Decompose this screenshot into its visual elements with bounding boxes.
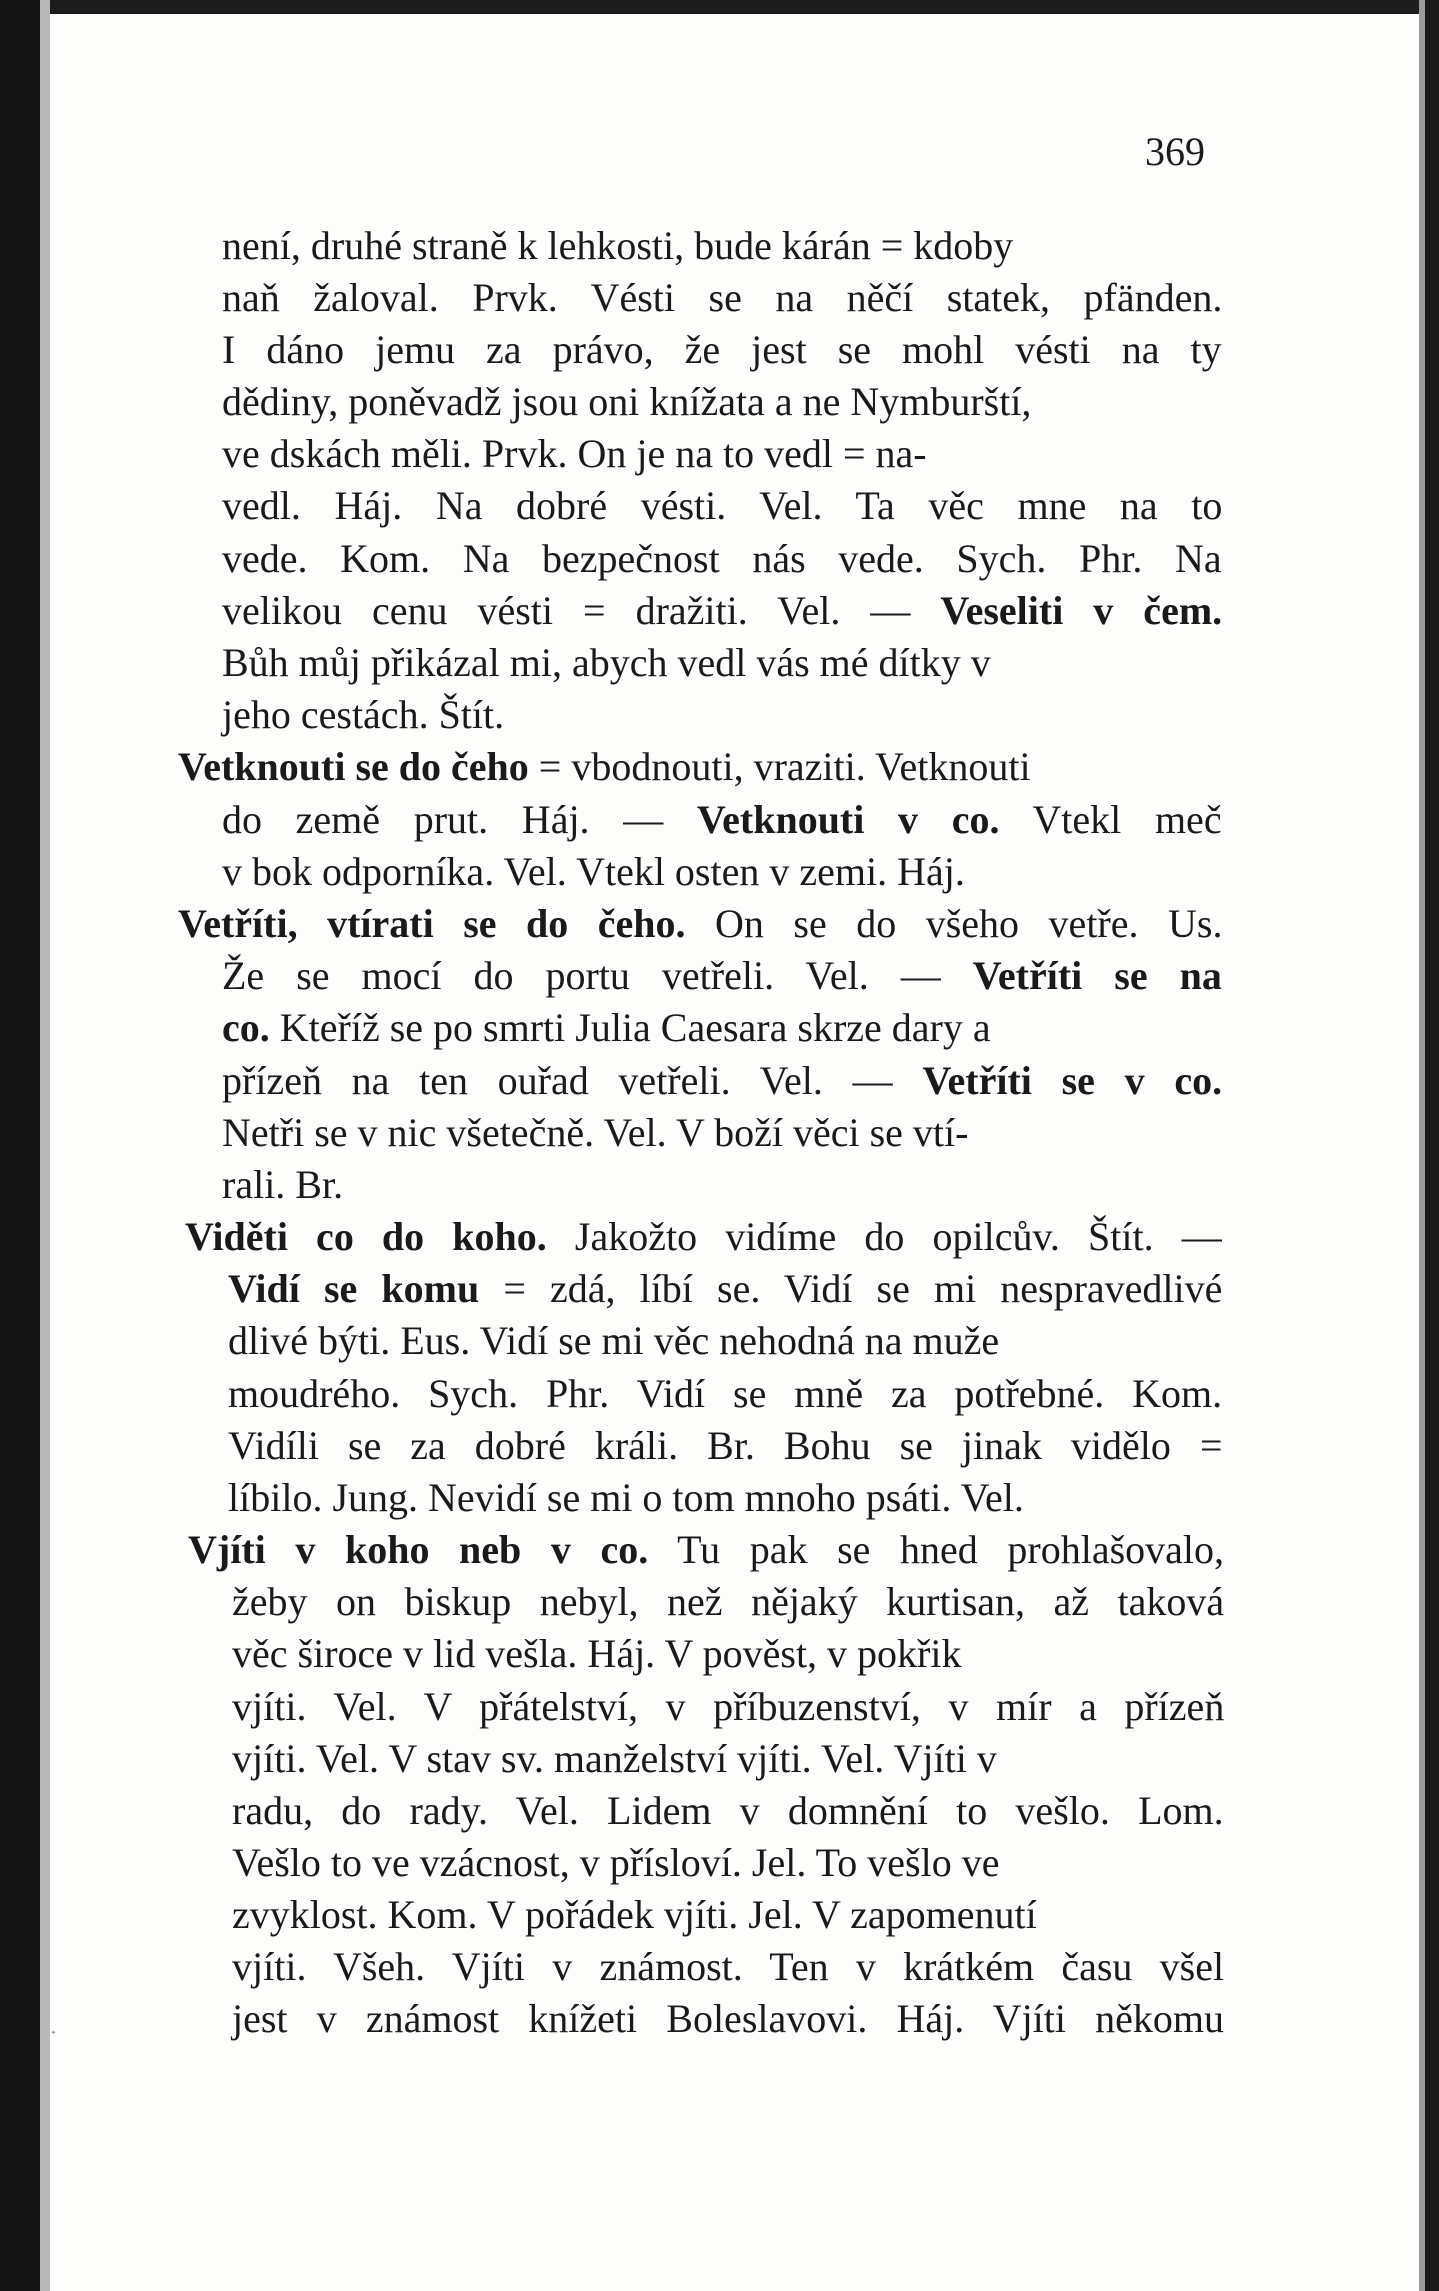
line-text: vedl. Háj. Na dobré vésti. Vel. Ta věc mne na to <box>222 483 1223 528</box>
text-line <box>228 1315 999 1367</box>
line-text: dlivé býti. Eus. Vidí se mi věc nehodná na muže <box>228 1318 1000 1363</box>
line-text: do země prut. Háj. — <box>222 797 697 842</box>
scan-border-right <box>1425 0 1439 2291</box>
line-text: Vešlo to ve vzácnost, v přísloví. Jel. To vešlo ve <box>232 1840 1000 1885</box>
text-line <box>222 637 991 689</box>
page-gutter-edge <box>40 0 50 2291</box>
ink-speck: · <box>50 2022 57 2044</box>
text-line <box>232 1889 1037 1941</box>
text-line <box>178 741 1031 793</box>
entry-headword: Viděti co do koho. <box>185 1214 547 1259</box>
entry-headword: Veseliti v čem. <box>940 588 1223 633</box>
line-text: přízeň na ten ouřad vetřeli. Vel. — <box>222 1058 923 1103</box>
entry-headword: Vidí se komu <box>228 1266 480 1311</box>
entry-headword: Vetknouti v co. <box>696 797 1000 842</box>
page-right-edge <box>1419 0 1425 2291</box>
text-line <box>232 1785 1224 1837</box>
entry-headword: Vetříti se na <box>972 953 1222 998</box>
line-text: vjíti. Vel. V přátelství, v příbuzenství, v mír a přízeň <box>232 1684 1225 1729</box>
scan-border-left <box>0 0 40 2291</box>
text-line <box>232 1628 962 1680</box>
line-text: velikou cenu vésti = dražiti. Vel. — <box>222 588 941 633</box>
text-line <box>185 1211 1222 1263</box>
entry-headword: co. <box>222 1005 270 1050</box>
text-line <box>222 533 1222 585</box>
line-text: Že se mocí do portu vetřeli. Vel. — <box>222 953 973 998</box>
line-text: jeho cestách. Štít. <box>222 692 505 737</box>
line-text: není, druhé straně k lehkosti, bude kárán = kdoby <box>222 223 1014 268</box>
line-text: moudrého. Sych. Phr. Vidí se mně za potřebné. Kom. <box>228 1371 1223 1416</box>
line-text: radu, do rady. Vel. Lidem v domnění to vešlo. Lom. <box>232 1788 1224 1833</box>
line-text: v bok odporníka. Vel. Vtekl osten v zemi. Háj. <box>222 849 965 894</box>
text-line <box>228 1472 1024 1524</box>
text-line <box>228 1368 1222 1420</box>
line-text: rali. Br. <box>222 1162 344 1207</box>
line-text: zvyklost. Kom. V pořádek vjíti. Jel. V zapomenutí <box>232 1892 1037 1937</box>
text-line <box>222 428 927 480</box>
line-text: žeby on biskup nebyl, než nějaký kurtisan, až taková <box>232 1579 1225 1624</box>
text-line <box>232 1993 1224 2045</box>
text-line <box>222 950 1222 1002</box>
line-text: Netři se v nic všetečně. Vel. V boží věci se vtí- <box>222 1110 969 1155</box>
text-line <box>188 1524 1224 1576</box>
page-number: 369 <box>1145 129 1205 174</box>
line-text: Bůh můj přikázal mi, abych vedl vás mé dítky v <box>222 640 991 685</box>
line-text: I dáno jemu za právo, že jest se mohl vésti na ty <box>222 327 1222 372</box>
entry-headword: Vetknouti se do čeho <box>178 744 529 789</box>
text-line <box>222 794 1222 846</box>
text-line <box>222 1055 1222 1107</box>
text-line <box>222 480 1222 532</box>
text-line <box>232 1733 997 1785</box>
text-line <box>232 1941 1224 1993</box>
text-line <box>232 1681 1224 1733</box>
text-line <box>222 376 1031 428</box>
text-line <box>228 1263 1222 1315</box>
line-text: Vtekl meč <box>999 797 1222 842</box>
text-line <box>232 1576 1224 1628</box>
line-text: vjíti. Všeh. Vjíti v známost. Ten v krátkém času všel <box>232 1944 1225 1989</box>
line-text: vjíti. Vel. V stav sv. manželství vjíti. Vel. Vjíti v <box>232 1736 997 1781</box>
line-text: Vidíli se za dobré králi. Br. Bohu se jinak vidělo = <box>228 1423 1223 1468</box>
line-text: Jakožto vidíme do opilcův. Štít. — <box>546 1214 1222 1259</box>
line-text: líbilo. Jung. Nevidí se mi o tom mnoho psáti. Vel. <box>228 1475 1024 1520</box>
entry-headword: Vetříti se v co. <box>922 1058 1223 1103</box>
text-line <box>222 324 1222 376</box>
text-line <box>222 220 1013 272</box>
text-line <box>222 846 965 898</box>
text-line <box>222 585 1222 637</box>
line-text: věc široce v lid vešla. Háj. V pověst, v pokřik <box>232 1631 962 1676</box>
line-text: On se do všeho vetře. Us. <box>685 901 1223 946</box>
text-line <box>228 1420 1222 1472</box>
line-text: Kteříž se po smrti Julia Caesara skrze dary a <box>269 1005 991 1050</box>
scan-border-top <box>0 0 1439 14</box>
line-text: vede. Kom. Na bezpečnost nás vede. Sych. Phr. Na <box>222 536 1222 581</box>
line-text: = zdá, líbí se. Vidí se mi nespravedlivé <box>479 1266 1223 1311</box>
line-text: naň žaloval. Prvk. Vésti se na něčí statek, pfänden. <box>222 275 1223 320</box>
text-line <box>222 689 504 741</box>
line-text: Tu pak se hned prohlašovalo, <box>648 1527 1225 1572</box>
text-line <box>222 1002 991 1054</box>
entry-headword: Vjíti v koho neb v co. <box>188 1527 649 1572</box>
line-text: dědiny, poněvadž jsou oni knížata a ne Nymburští, <box>222 379 1032 424</box>
text-line <box>232 1837 999 1889</box>
text-line <box>178 898 1222 950</box>
text-line <box>222 1159 343 1211</box>
line-text: ve dskách měli. Prvk. On je na to vedl = na- <box>222 431 927 476</box>
text-line <box>222 1107 968 1159</box>
entry-headword: Vetříti, vtírati se do čeho. <box>178 901 686 946</box>
line-text: = vbodnouti, vraziti. Vetknouti <box>528 744 1031 789</box>
text-line <box>222 272 1222 324</box>
line-text: jest v známost knížeti Boleslavovi. Háj. Vjíti někomu <box>232 1996 1225 2041</box>
